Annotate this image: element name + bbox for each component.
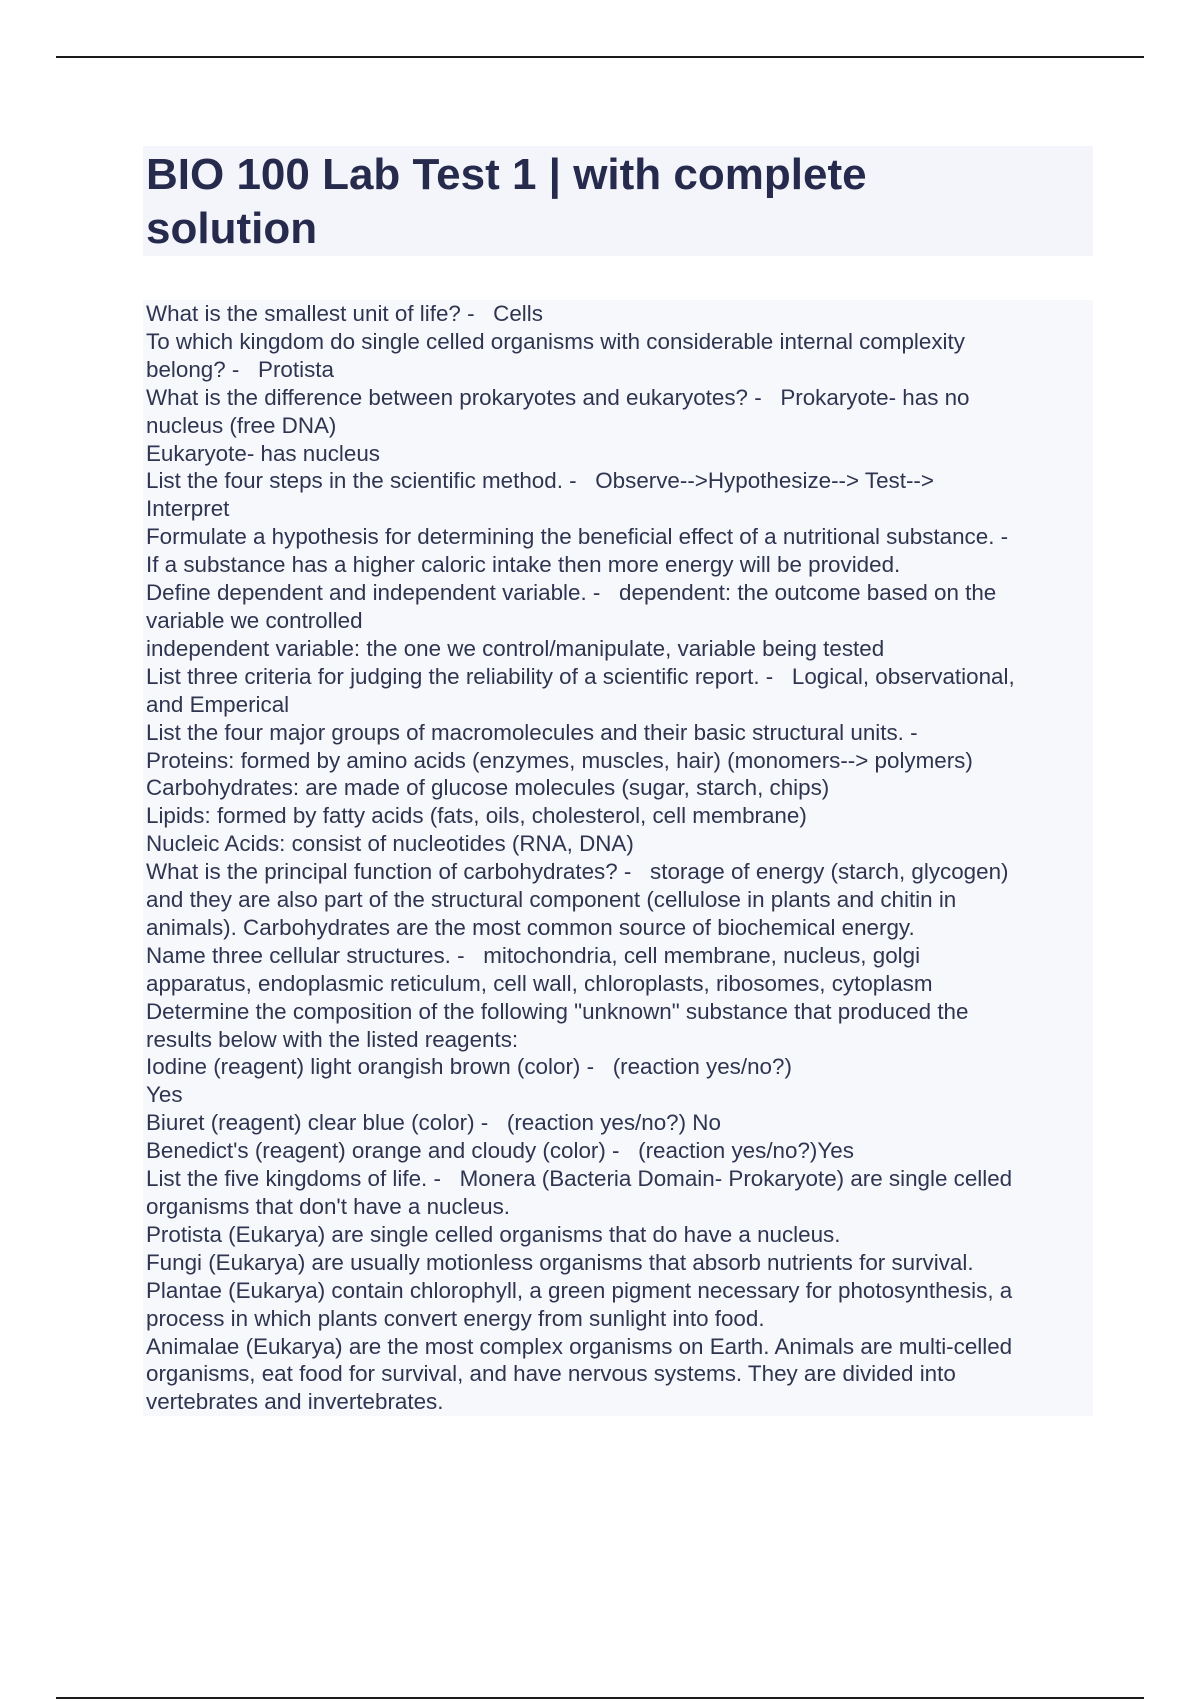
body-line: To which kingdom do single celled organisms with considerable internal complexity xyxy=(146,328,965,354)
body-line: List the four major groups of macromolecules and their basic structural units. - xyxy=(146,719,918,745)
title-line-2: solution xyxy=(146,204,318,253)
body-line: vertebrates and invertebrates. xyxy=(146,1389,444,1415)
body-line: Plantae (Eukarya) contain chlorophyll, a green pigment necessary for photosynthesis, a xyxy=(146,1277,1013,1303)
body-line: List three criteria for judging the reliability of a scientific report. - Logical, observational, xyxy=(146,663,1015,689)
title-line-1: BIO 100 Lab Test 1 | with complete xyxy=(146,150,867,199)
body-line: Determine the composition of the following "unknown" substance that produced the xyxy=(146,998,969,1024)
body-line: Proteins: formed by amino acids (enzymes, muscles, hair) (monomers--> polymers) xyxy=(146,747,973,773)
body-line: List the five kingdoms of life. - Monera (Bacteria Domain- Prokaryote) are single celled xyxy=(146,1166,1013,1192)
body-line: process in which plants convert energy from sunlight into food. xyxy=(146,1305,765,1331)
body-line: Define dependent and independent variable. - dependent: the outcome based on the xyxy=(146,580,997,606)
body-line: Biuret (reagent) clear blue (color) - (reaction yes/no?) No xyxy=(146,1110,721,1136)
body-line: belong? - Protista xyxy=(146,356,334,382)
body-line: List the four steps in the scientific method. - Observe-->Hypothesize--> Test--> xyxy=(146,468,934,494)
body-line: Lipids: formed by fatty acids (fats, oils, cholesterol, cell membrane) xyxy=(146,803,807,829)
body-line: Yes xyxy=(146,1082,183,1108)
body-line: Eukaryote- has nucleus xyxy=(146,440,380,466)
document-body xyxy=(143,300,1093,1416)
body-line: Nucleic Acids: consist of nucleotides (RNA, DNA) xyxy=(146,831,634,857)
body-line: What is the principal function of carbohydrates? - storage of energy (starch, glycogen) xyxy=(146,859,1009,885)
body-line: Iodine (reagent) light orangish brown (color) - (reaction yes/no?) xyxy=(146,1054,792,1080)
body-line: What is the smallest unit of life? - Cells xyxy=(146,301,543,326)
body-line: Animalae (Eukarya) are the most complex organisms on Earth. Animals are multi-celled xyxy=(146,1333,1013,1359)
document-title xyxy=(146,148,1090,256)
body-line: Carbohydrates: are made of glucose molecules (sugar, starch, chips) xyxy=(146,775,830,801)
body-line: Fungi (Eukarya) are usually motionless organisms that absorb nutrients for survival. xyxy=(146,1249,974,1275)
body-line: What is the difference between prokaryotes and eukaryotes? - Prokaryote- has no xyxy=(146,384,970,410)
body-line: organisms that don't have a nucleus. xyxy=(146,1194,510,1219)
body-line: variable we controlled xyxy=(146,607,363,633)
body-line: results below with the listed reagents: xyxy=(146,1026,519,1052)
body-line: Interpret xyxy=(146,496,230,522)
title-block xyxy=(143,146,1093,256)
body-line: nucleus (free DNA) xyxy=(146,412,337,438)
body-line: organisms, eat food for survival, and have nervous systems. They are divided into xyxy=(146,1361,956,1387)
body-line: independent variable: the one we control/manipulate, variable being tested xyxy=(146,635,885,661)
body-line: Protista (Eukarya) are single celled organisms that do have a nucleus. xyxy=(146,1221,841,1247)
body-line: If a substance has a higher caloric intake then more energy will be provided. xyxy=(146,552,901,578)
header-rule xyxy=(56,56,1144,58)
body-line: and they are also part of the structural component (cellulose in plants and chitin in xyxy=(146,887,957,913)
footer-rule xyxy=(56,1697,1144,1699)
body-line: Benedict's (reagent) orange and cloudy (color) - (reaction yes/no?)Yes xyxy=(146,1138,854,1164)
body-line: animals). Carbohydrates are the most common source of biochemical energy. xyxy=(146,914,915,940)
body-line: and Emperical xyxy=(146,691,290,717)
body-line: apparatus, endoplasmic reticulum, cell wall, chloroplasts, ribosomes, cytoplasm xyxy=(146,970,933,996)
body-line: Formulate a hypothesis for determining the beneficial effect of a nutritional substance. - xyxy=(146,524,1009,550)
body-line: Name three cellular structures. - mitochondria, cell membrane, nucleus, golgi xyxy=(146,942,921,968)
